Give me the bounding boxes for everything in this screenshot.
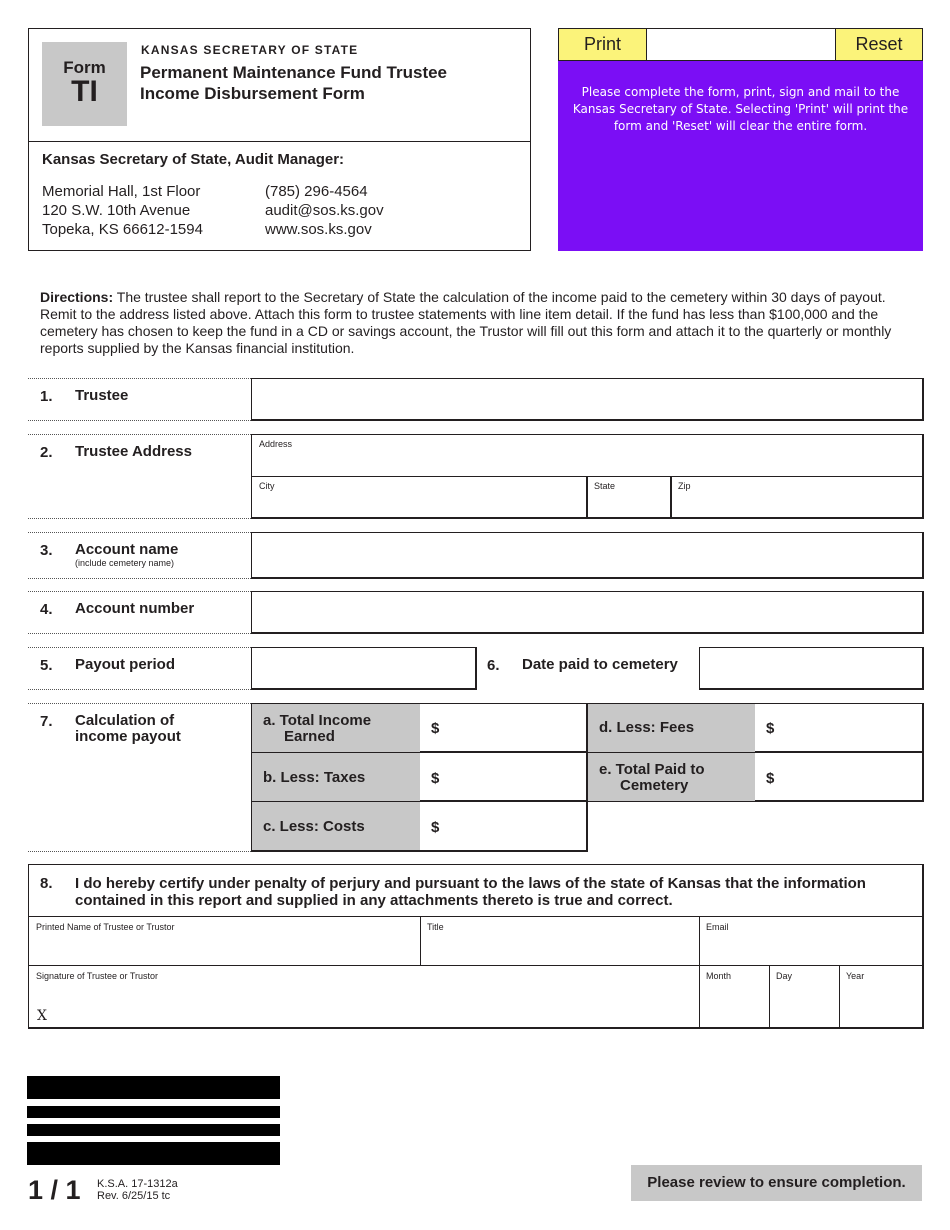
total-paid-currency: $ xyxy=(766,770,775,787)
row5-label: Payout period xyxy=(75,656,176,673)
year-input[interactable] xyxy=(842,984,920,1024)
print-button[interactable]: Print xyxy=(558,28,647,61)
row7-label xyxy=(75,713,181,745)
row3-label xyxy=(75,542,178,568)
header-box xyxy=(28,28,531,251)
row-separator xyxy=(28,532,251,533)
printed-name-label: Printed Name of Trustee or Trustor xyxy=(36,922,175,932)
row1-label: Trustee xyxy=(75,387,129,404)
signature-area[interactable] xyxy=(31,984,696,1024)
button-strip xyxy=(647,28,835,61)
mailing-address xyxy=(42,182,203,239)
instructions-panel: Please complete the form, print, sign and mail to the Kansas Secretary of State. Selecting 'Print' will print the form and 'Reset' will clear the entire form. xyxy=(558,61,923,251)
form-title-line1: Permanent Maintenance Fund Trustee xyxy=(140,63,448,82)
contact-email: audit@sos.ks.gov xyxy=(265,202,384,219)
statute-text: K.S.A. 17-1312a xyxy=(97,1178,178,1190)
form-title xyxy=(140,62,520,104)
total-paid-line1: e. Total Paid to xyxy=(599,761,705,778)
signature-x-mark: X xyxy=(37,1008,47,1024)
cert-statement: I do hereby certify under penalty of perjury and pursuant to the laws of the state of Kansas that the information contained in this report and supplied in any attachments thereto is true and correct. xyxy=(75,875,866,909)
zip-sublabel: Zip xyxy=(678,481,691,491)
row4-label: Account number xyxy=(75,600,195,617)
cert-number: 8. xyxy=(40,875,53,892)
email-input[interactable] xyxy=(702,935,921,963)
barcode-bar xyxy=(27,1106,280,1118)
date-paid-input[interactable] xyxy=(699,647,924,690)
row2-number: 2. xyxy=(40,444,53,461)
barcode-bar xyxy=(27,1076,280,1099)
row-separator xyxy=(28,378,251,379)
cert-divider xyxy=(29,916,923,917)
page-number: 1 / 1 xyxy=(28,1175,81,1205)
row-separator xyxy=(28,578,251,579)
cert-vline xyxy=(769,965,770,1027)
account-number-input[interactable] xyxy=(251,591,924,634)
directions xyxy=(40,289,920,357)
address-input[interactable] xyxy=(251,434,924,477)
row-separator xyxy=(28,591,251,592)
cert-vline xyxy=(420,916,421,965)
row7-number: 7. xyxy=(40,713,53,730)
row-separator xyxy=(28,851,251,852)
barcode-bar xyxy=(27,1124,280,1136)
form-code: TI xyxy=(71,75,98,108)
state-sublabel: State xyxy=(594,481,616,491)
contact-website: www.sos.ks.gov xyxy=(265,221,372,238)
day-label: Day xyxy=(776,971,793,981)
total-income-line2: Earned xyxy=(284,728,335,745)
city-input[interactable] xyxy=(251,476,588,519)
total-paid-line2: Cemetery xyxy=(620,777,689,794)
less-costs-label: c. Less: Costs xyxy=(252,802,420,850)
less-fees-input[interactable] xyxy=(782,706,920,750)
email-label: Email xyxy=(706,922,729,932)
revision-text: Rev. 6/25/15 tc xyxy=(97,1190,171,1202)
row7-label-line1: Calculation of xyxy=(75,712,175,729)
form-label: Form xyxy=(63,58,106,77)
title-label: Title xyxy=(427,922,444,932)
less-taxes-label: b. Less: Taxes xyxy=(252,753,420,801)
row3-label-text: Account name xyxy=(75,541,179,558)
contact-details xyxy=(265,182,384,239)
day-input[interactable] xyxy=(772,984,836,1024)
address-sublabel: Address xyxy=(259,439,293,449)
month-label: Month xyxy=(706,971,732,981)
row5-number: 5. xyxy=(40,657,53,674)
header-divider xyxy=(29,141,530,142)
less-taxes-input[interactable] xyxy=(446,755,584,799)
address-line2: 120 S.W. 10th Avenue xyxy=(42,202,191,219)
row1-number: 1. xyxy=(40,388,53,405)
row-separator xyxy=(28,703,251,704)
directions-text: The trustee shall report to the Secretary of State the calculation of the income paid to the cemetery within 30 days of payout. Remit to the address listed above. Attach this form to trustee statements with line item detail. If the fund has less than $100,000 and the cemetery has chosen to keep the fund in a CD or savings account, the Trustor will fill out this form and attach it to the quarterly or monthly reports supplied by the Kansas financial institution. xyxy=(40,289,892,356)
cert-divider xyxy=(29,965,923,966)
trustee-input[interactable] xyxy=(251,378,924,421)
total-income-line1: a. Total Income xyxy=(263,712,372,729)
certification-box xyxy=(28,864,924,1029)
zip-input[interactable] xyxy=(671,476,924,519)
review-notice: Please review to ensure completion. xyxy=(631,1165,922,1201)
contact-heading: Kansas Secretary of State, Audit Manager: xyxy=(42,151,345,168)
row-separator xyxy=(28,633,251,634)
row3-note: (include cemetery name) xyxy=(75,558,175,568)
row-separator xyxy=(28,434,251,435)
reset-button[interactable]: Reset xyxy=(835,28,923,61)
month-input[interactable] xyxy=(702,984,766,1024)
statute-reference xyxy=(97,1178,178,1202)
barcode-bar xyxy=(27,1142,280,1165)
total-income-input[interactable] xyxy=(446,706,584,750)
less-costs-currency: $ xyxy=(431,819,440,836)
city-sublabel: City xyxy=(259,481,275,491)
total-paid-label xyxy=(588,753,755,801)
less-fees-label: d. Less: Fees xyxy=(588,704,755,752)
total-income-currency: $ xyxy=(431,720,440,737)
payout-period-input[interactable] xyxy=(251,647,477,690)
signature-label: Signature of Trustee or Trustor xyxy=(36,971,159,981)
cert-vline xyxy=(839,965,840,1027)
cert-vline xyxy=(699,916,700,1027)
less-costs-input[interactable] xyxy=(446,804,584,848)
row3-number: 3. xyxy=(40,542,53,559)
agency-name: KANSAS SECRETARY OF STATE xyxy=(141,43,359,57)
address-line1: Memorial Hall, 1st Floor xyxy=(42,183,201,200)
row-separator xyxy=(28,518,251,519)
phone-number: (785) 296-4564 xyxy=(265,183,368,200)
row7-label-line2: income payout xyxy=(75,728,181,745)
total-paid-input[interactable] xyxy=(782,755,920,799)
address-line3: Topeka, KS 66612-1594 xyxy=(42,221,203,238)
row2-label: Trustee Address xyxy=(75,443,192,460)
less-taxes-currency: $ xyxy=(431,770,440,787)
title-input[interactable] xyxy=(423,935,697,963)
row4-number: 4. xyxy=(40,601,53,618)
directions-label: Directions: xyxy=(40,289,114,305)
row6-label: Date paid to cemetery xyxy=(522,656,678,673)
total-income-label xyxy=(252,704,420,752)
form-badge xyxy=(42,42,127,126)
row-separator xyxy=(28,647,251,648)
less-fees-currency: $ xyxy=(766,720,775,737)
row-separator xyxy=(28,420,251,421)
row6-number: 6. xyxy=(487,657,500,674)
year-label: Year xyxy=(846,971,865,981)
form-title-line2: Income Disbursement Form xyxy=(140,84,365,103)
row-separator xyxy=(28,689,251,690)
printed-name-input[interactable] xyxy=(31,935,417,963)
account-name-input[interactable] xyxy=(251,532,924,579)
